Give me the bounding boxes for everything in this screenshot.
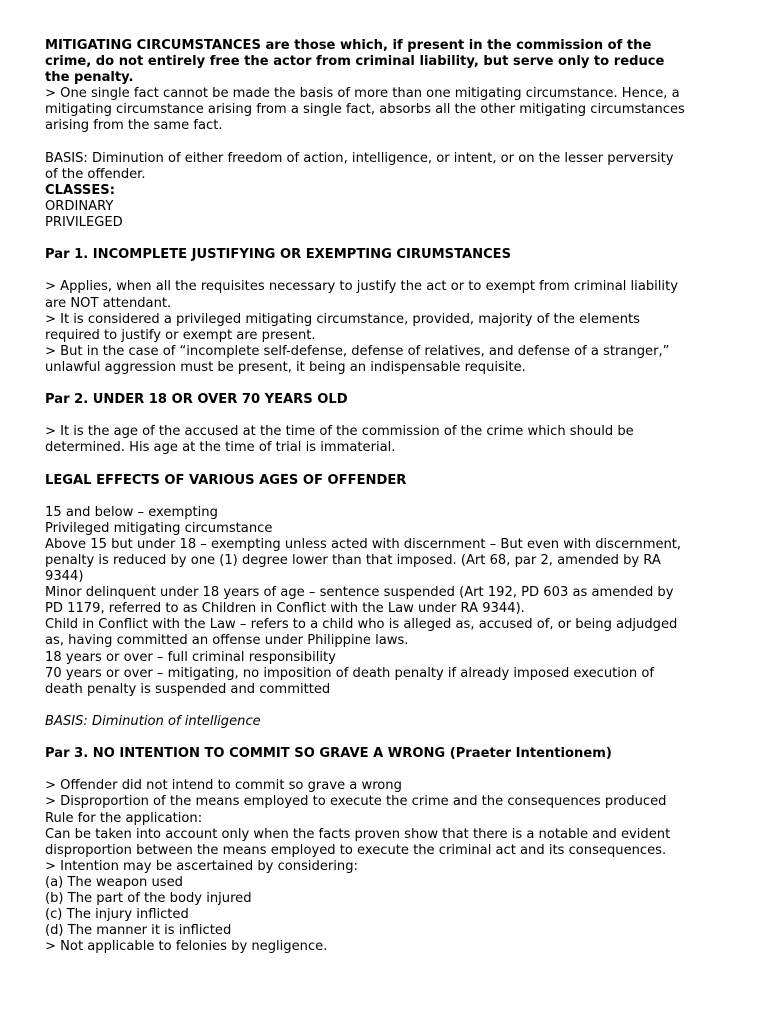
paragraph-line: Can be taken into account only when the facts proven show that there is a notable and evident [45,826,671,842]
rule-line: > One single fact cannot be made the basis of more than one mitigating circumstance. Hence, a [45,86,680,102]
definition-line: crime, do not entirely free the actor from criminal liability, but serve only to reduce [45,54,665,70]
basis-line: of the offender. [45,166,146,182]
intro-basis [45,151,725,183]
paragraph-line: 70 years or over – mitigating, no imposition of death penalty if already imposed execution of [45,665,655,681]
class-item: ORDINARY [45,198,114,214]
spacer [45,698,725,714]
spacer [45,762,725,778]
definition-line: MITIGATING CIRCUMSTANCES are those which, if present in the commission of the [45,38,652,53]
paragraph-line: (a) The weapon used [45,874,183,890]
paragraph-line: determined. His age at the time of trial is immaterial. [45,440,396,456]
intro-definition [45,38,725,86]
paragraph-line: > It is considered a privileged mitigating circumstance, provided, majority of the elements [45,311,640,327]
paragraph-line: (d) The manner it is inflicted [45,923,232,939]
spacer [45,730,725,746]
paragraph-line: > But in the case of “incomplete self-defense, defense of relatives, and defense of a stranger,” [45,343,670,359]
paragraph-line: > Disproportion of the means employed to execute the crime and the consequences produced [45,794,667,810]
spacer [45,231,725,247]
paragraph-line: unlawful aggression must be present, it being an indispensable requisite. [45,359,526,375]
spacer [45,135,725,151]
basis-line: BASIS: Diminution of either freedom of action, intelligence, or intent, or on the lesser perversity [45,150,674,166]
section-heading-par2: Par 2. UNDER 18 OR OVER 70 YEARS OLD [45,392,348,408]
paragraph-line: Above 15 but under 18 – exempting unless acted with discernment – But even with discernment, [45,536,682,552]
paragraph-line: 9344) [45,569,84,585]
intro-rule [45,86,725,134]
spacer [45,263,725,279]
section-heading-par1: Par 1. INCOMPLETE JUSTIFYING OR EXEMPTING CIRUMSTANCES [45,247,512,263]
paragraph-line: are NOT attendant. [45,295,172,311]
paragraph-line: required to justify or exempt are present. [45,327,316,343]
paragraph-line: Child in Conflict with the Law – refers to a child who is alleged as, accused of, or being adjudged [45,617,678,633]
rule-line: arising from the same fact. [45,118,223,134]
paragraph-line: disproportion between the means employed to execute the criminal act and its consequences. [45,842,667,858]
spacer [45,456,725,472]
spacer [45,408,725,424]
section-heading-legal-effects: LEGAL EFFECTS OF VARIOUS AGES OF OFFENDER [45,472,407,488]
paragraph-line: 15 and below – exempting [45,504,218,520]
section-heading-par3: Par 3. NO INTENTION TO COMMIT SO GRAVE A WRONG (Praeter Intentionem) [45,746,612,762]
paragraph-line: > It is the age of the accused at the time of the commission of the crime which should be [45,424,634,440]
paragraph-line: Privileged mitigating circumstance [45,520,273,536]
classes-label: CLASSES: [45,182,115,198]
definition-line: the penalty. [45,70,134,86]
paragraph-line: penalty is reduced by one (1) degree lower than that imposed. (Art 68, par 2, amended by RA [45,553,661,568]
spacer [45,376,725,392]
legal-effects-body [45,505,725,698]
paragraph-line: death penalty is suspended and committed [45,681,331,697]
class-item: PRIVILEGED [45,215,123,231]
paragraph-line: (b) The part of the body injured [45,890,252,906]
par1-body [45,279,725,376]
spacer [45,489,725,505]
document-body [45,38,725,955]
par2-body [45,424,725,456]
rule-line: mitigating circumstance arising from a single fact, absorbs all the other mitigating circumstances [45,102,685,118]
paragraph-line: > Offender did not intend to commit so grave a wrong [45,778,402,794]
paragraph-line: as, having committed an offense under Philippine laws. [45,633,409,649]
paragraph-line: Minor delinquent under 18 years of age – sentence suspended (Art 192, PD 603 as amended by [45,585,674,601]
par3-body [45,778,725,955]
paragraph-line: PD 1179, referred to as Children in Conflict with the Law under RA 9344). [45,601,525,617]
legal-effects-basis: BASIS: Diminution of intelligence [45,713,261,729]
paragraph-line: Rule for the application: [45,810,203,826]
paragraph-line: (c) The injury inflicted [45,907,189,923]
paragraph-line: > Intention may be ascertained by considering: [45,858,358,874]
paragraph-line: > Applies, when all the requisites necessary to justify the act or to exempt from criminal liability [45,279,678,295]
paragraph-line: 18 years or over – full criminal responsibility [45,649,336,665]
paragraph-line: > Not applicable to felonies by negligence. [45,939,328,955]
